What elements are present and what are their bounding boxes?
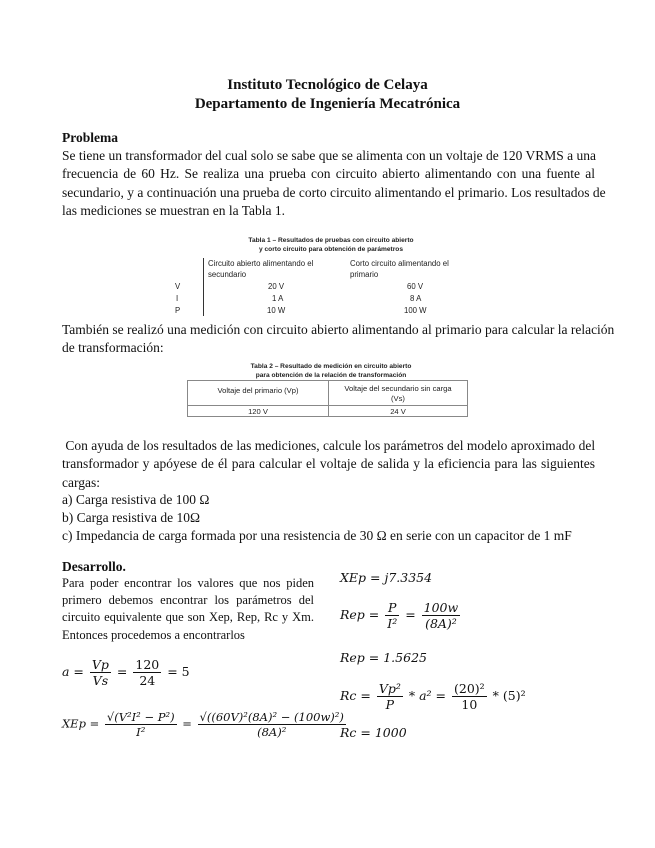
fraction: [133, 657, 161, 688]
fraction: [377, 681, 403, 712]
table1-cell: 8 A: [410, 294, 422, 303]
equation-xep-value: XEp = j7.3354: [340, 570, 433, 585]
problema-line: frecuencia de 60 Hz. Se realiza una prueba con circuito abierto alimentando con una fuente al: [62, 166, 595, 182]
fraction-num: 120: [135, 657, 160, 672]
eq-lhs: a =: [62, 664, 84, 679]
table2-value-primary: 120 V: [248, 407, 268, 416]
fraction-den: (8A)²: [425, 616, 457, 631]
table1-col2-header: primario: [350, 270, 379, 279]
fraction-den: I²: [387, 616, 398, 631]
fraction-num: Vp: [91, 657, 109, 672]
problema-line: secundario, y a continuación una prueba de corto circuito alimentando el primario. Los resultados de: [62, 184, 606, 200]
eq-mid: * a² =: [408, 688, 447, 703]
table1-divider: [203, 258, 204, 316]
eq-lhs: XEp =: [62, 716, 100, 731]
fraction-num: P: [385, 600, 399, 616]
desarrollo-line: Para poder encontrar los valores que nos piden: [62, 576, 314, 590]
fraction-num: √(V²I² − P²): [106, 710, 175, 724]
table1-cell: 20 V: [268, 282, 285, 291]
table1-cell: 60 V: [407, 282, 424, 291]
fraction: [422, 600, 461, 631]
fraction-num: (20)²: [454, 681, 485, 696]
fraction: [452, 681, 487, 712]
table1-col2-header: Corto circuito alimentando el: [350, 259, 449, 268]
desarrollo-heading: Desarrollo.: [62, 559, 126, 574]
fraction-num: √((60V)²(8A)² − (100w)²): [199, 710, 344, 724]
load-item-c: c) Impedancia de carga formada por una resistencia de 30 Ω en serie con un capacitor de 1 mF: [62, 528, 572, 543]
problema-line: Se tiene un transformador del cual solo se sabe que se alimenta con un voltaje de 120 VRMS a una: [62, 148, 596, 163]
department-title: Departamento de Ingeniería Mecatrónica: [194, 96, 461, 112]
table1-cell: 1 A: [272, 294, 284, 303]
equation-ratio: a = $\frac{Vp}{Vs}$ = $\frac{120}{24}$ = 5: [62, 657, 190, 688]
load-item-b: b) Carga resistiva de 10Ω: [62, 510, 200, 525]
desarrollo-line: circuito equivalente que son Xep, Rep, Rc y Xm.: [62, 610, 314, 625]
fraction: [385, 600, 399, 631]
table2-header-primary: Voltaje del primario (Vp): [217, 386, 299, 395]
table1-row-label: I: [176, 294, 179, 303]
fraction-den: P: [385, 697, 395, 712]
table1-caption-line: Tabla 1 – Resultados de pruebas con circuito abierto: [248, 237, 414, 244]
table2-caption: [215, 362, 447, 380]
table2-header-line: Voltaje del secundario sin carga: [344, 384, 452, 393]
institute-title: Instituto Tecnológico de Celaya: [227, 77, 428, 93]
relation-line: de transformación:: [62, 340, 164, 356]
eq-result: = 5: [167, 664, 190, 679]
table2-caption-line: Tabla 2 – Resultado de medición en circuito abierto: [250, 363, 412, 370]
equation-rc: [340, 681, 526, 712]
equation-rep-value: Rep = 1.5625: [340, 650, 427, 665]
fraction: [105, 710, 177, 739]
table1-caption: [215, 236, 447, 254]
instructions-line: Con ayuda de los resultados de las mediciones, calcule los parámetros del modelo aproximado del: [62, 438, 596, 453]
eq-tail: * (5)²: [492, 688, 526, 703]
fraction-num: Vp²: [378, 681, 401, 696]
equation-rep: Rep = $\frac{P}{\text{I²}}$ = $\frac{100w}{\text{(8A)²}}$: [340, 600, 459, 631]
fraction-den: (8A)²: [257, 725, 287, 739]
table1-cell: 10 W: [267, 306, 286, 315]
instructions-line: transformador y apóyese de él para calcular el voltaje de salida y la eficiencia para las siguientes: [62, 456, 595, 472]
fraction-den: Vs: [92, 673, 109, 688]
table1-row-label: P: [175, 306, 181, 315]
problema-heading: Problema: [62, 130, 118, 145]
desarrollo-line: Entonces procedemos a encontrarlos: [62, 627, 245, 642]
fraction: [198, 710, 346, 739]
eq-lhs: Rep =: [340, 607, 380, 622]
fraction-den: I²: [136, 725, 146, 739]
table2-row-divider: [188, 405, 467, 406]
table1-col1-header: Circuito abierto alimentando el: [208, 259, 314, 268]
equation-rc-value: Rc = 1000: [340, 725, 407, 740]
fraction: [90, 657, 111, 688]
table1-caption-line: y corto circuito para obtención de parámetros: [259, 246, 403, 253]
relation-paragraph: [62, 321, 615, 358]
table2: [187, 380, 468, 417]
load-item-a: a) Carga resistiva de 100 Ω: [62, 492, 210, 507]
table1-col1-header: secundario: [208, 270, 247, 279]
relation-line: También se realizó una medición con circuito abierto alimentando al primario para calcular la relación: [62, 322, 615, 337]
table2-header-line: (Vs): [391, 394, 405, 403]
table2-header-secondary: [329, 384, 467, 404]
table2-caption-line: para obtención de la relación de transformación: [255, 372, 407, 379]
fraction-den: 24: [139, 673, 156, 688]
eq-lhs: Rc =: [340, 688, 371, 703]
fraction-den: 10: [461, 697, 478, 712]
instructions-line: cargas:: [62, 474, 100, 490]
equation-xep: XEp = $\frac{\text{√(V²I² − P²)}}{\text{I²}}$ = $\frac{\text{√((60V)²(8A)² − (100w)²)}}{\text{(8A)²}}$: [62, 710, 344, 739]
fraction-num: 100w: [423, 600, 459, 615]
problema-paragraph: [62, 147, 606, 221]
table1-cell: 100 W: [404, 306, 427, 315]
table1-row-label: V: [175, 282, 181, 291]
problema-line: las mediciones se muestran en la Tabla 1.: [62, 203, 285, 219]
desarrollo-paragraph: [62, 575, 314, 644]
instructions-paragraph: [62, 437, 595, 492]
table2-value-secondary: 24 V: [390, 407, 406, 416]
desarrollo-line: primero debemos encontrar los parámetros del: [62, 593, 314, 608]
